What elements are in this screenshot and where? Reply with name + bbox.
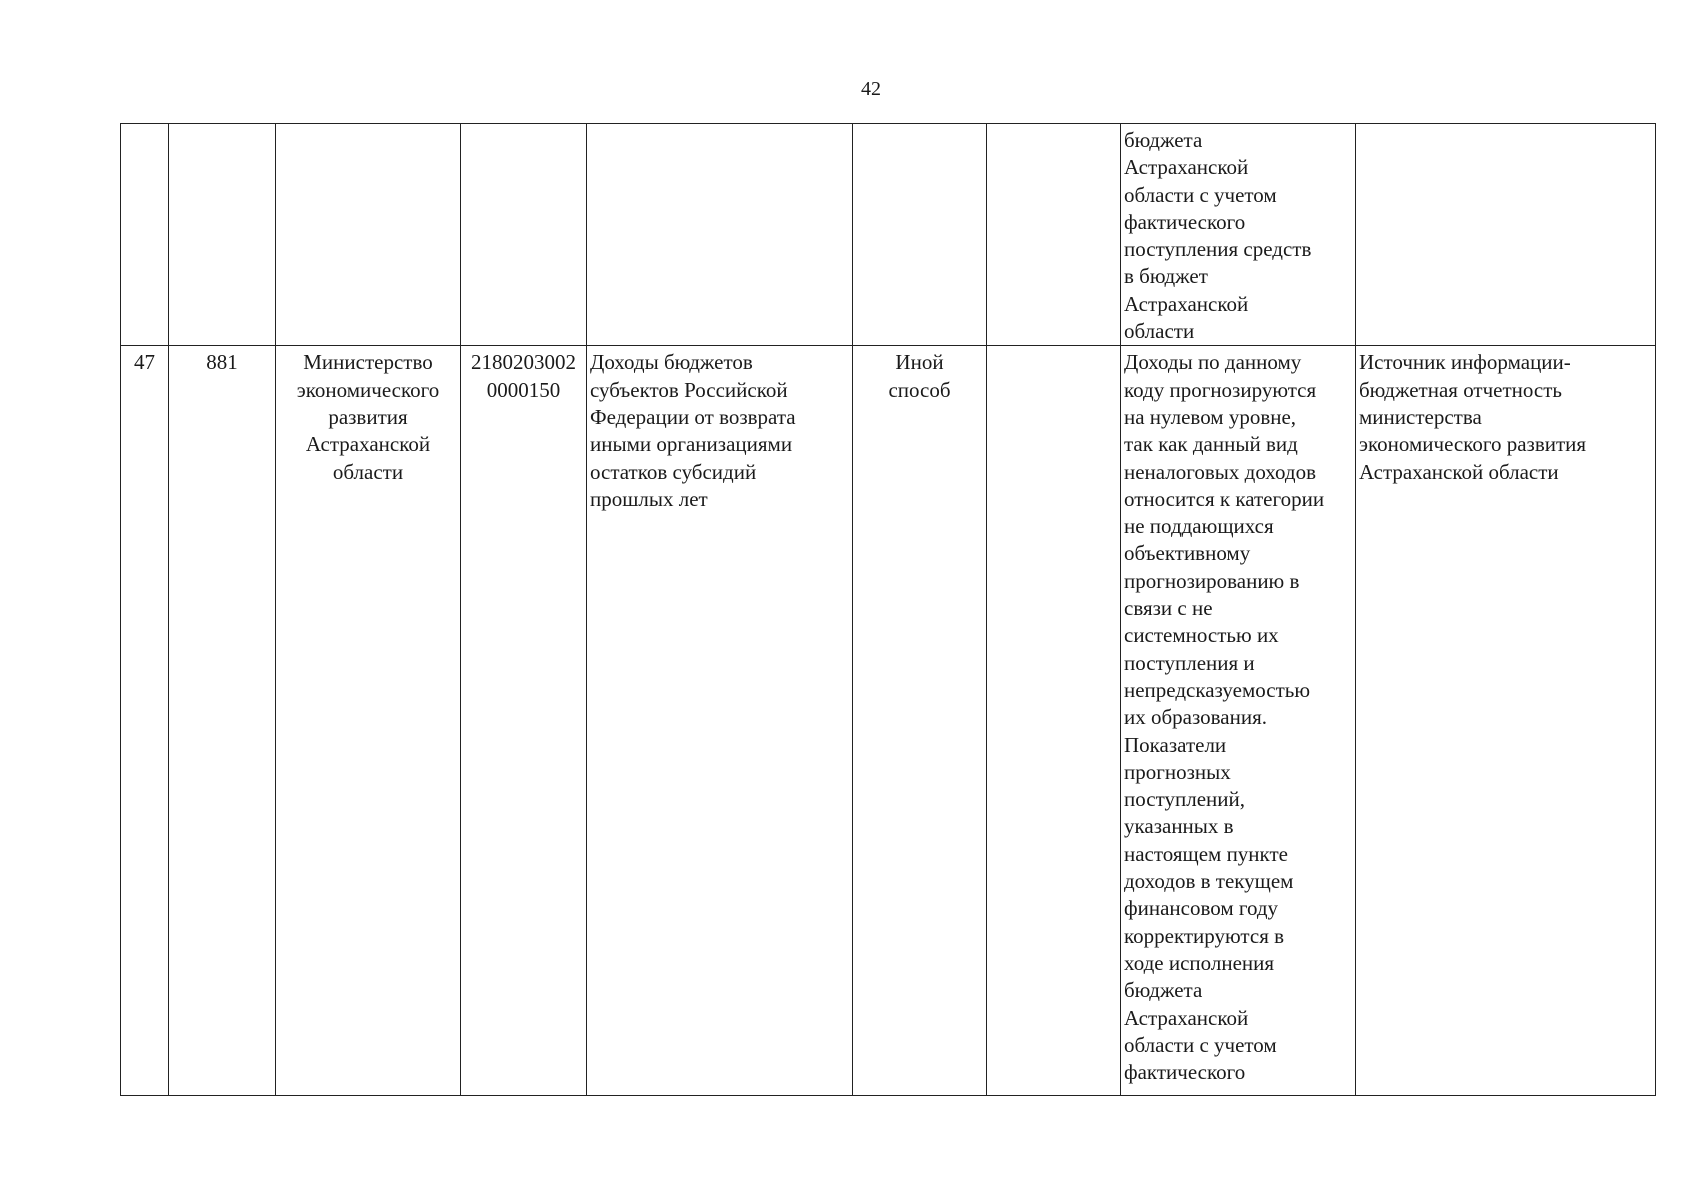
cell-text-line: области: [1124, 319, 1195, 344]
cell-text-line: финансовом году: [1124, 896, 1279, 921]
cell-text-line: Астраханской: [1124, 291, 1249, 316]
cell-text-line: корректируются в: [1124, 923, 1285, 948]
cell-text-line: Показатели: [1124, 732, 1227, 757]
cell-text-line: так как данный вид: [1124, 432, 1298, 457]
cell-text-line: прогнозированию в: [1124, 568, 1300, 593]
cell-text-line: неналоговых доходов: [1124, 459, 1317, 484]
cell-text-line: настоящем пункте: [1124, 841, 1288, 866]
cell-admin-code: [169, 346, 276, 1096]
cell-text-line: фактического: [1124, 209, 1246, 234]
cell-administrator: [276, 346, 461, 1096]
cell-text-line: 0000150: [486, 377, 561, 402]
cell-number: [121, 124, 169, 346]
cell-methodology: [1121, 124, 1356, 346]
cell-text-line: коду прогнозируются: [1124, 377, 1317, 402]
cell-text-line: на нулевом уровне,: [1124, 404, 1297, 429]
cell-empty: [987, 124, 1121, 346]
cell-text-line: Доходы по данному: [1124, 350, 1302, 375]
cell-text-line: области с учетом: [1124, 1032, 1277, 1057]
cell-text-line: экономического: [296, 377, 440, 402]
cell-method: [853, 124, 987, 346]
cell-text-line: относится к категории: [1124, 486, 1325, 511]
cell-admin-code: [169, 124, 276, 346]
cell-text-line: их образования.: [1124, 705, 1268, 730]
cell-text-line: доходов в текущем: [1124, 869, 1294, 894]
cell-text-line: Астраханской: [1124, 155, 1249, 180]
cell-text-line: Астраханской области: [1359, 459, 1559, 484]
cell-revenue-name: [587, 346, 853, 1096]
cell-text-line: поступления и: [1124, 650, 1255, 675]
cell-text-line: иными организациями: [590, 432, 793, 457]
cell-text-line: объективному: [1124, 541, 1251, 566]
cell-text-line: Астраханской: [1124, 1005, 1249, 1030]
revenue-forecast-table: [120, 123, 1656, 1096]
row-number: 47: [134, 350, 155, 375]
cell-text-line: связи с не: [1124, 596, 1213, 621]
cell-text-line: Министерство: [303, 350, 433, 375]
table-row: [121, 346, 1656, 1096]
page-number: 42: [861, 78, 881, 100]
cell-budget-code: [461, 124, 587, 346]
cell-text-line: непредсказуемостью: [1124, 677, 1311, 702]
cell-text-line: прогнозных: [1124, 759, 1231, 784]
cell-text-line: Источник информации-: [1359, 350, 1571, 375]
cell-administrator: [276, 124, 461, 346]
cell-text-line: не поддающихся: [1124, 514, 1274, 539]
cell-text-line: бюджета: [1124, 978, 1203, 1003]
table-row-continuation: [121, 124, 1656, 346]
cell-text-line: Иной: [895, 350, 944, 375]
cell-text-line: поступления средств: [1124, 237, 1312, 262]
cell-text-line: Астраханской: [305, 432, 431, 457]
cell-text-line: бюджета: [1124, 128, 1203, 152]
cell-budget-code: [461, 346, 587, 1096]
cell-text-line: указанных в: [1124, 814, 1234, 839]
cell-source: [1356, 346, 1656, 1096]
cell-text-line: субъектов Российской: [590, 377, 788, 402]
cell-text-line: Федерации от возврата: [590, 404, 796, 429]
cell-text-line: ходе исполнения: [1124, 950, 1275, 975]
cell-text-line: фактического: [1124, 1060, 1246, 1085]
cell-text-line: в бюджет: [1124, 264, 1208, 289]
cell-text-line: системностью их: [1124, 623, 1279, 648]
cell-source: [1356, 124, 1656, 346]
cell-text-line: прошлых лет: [590, 486, 708, 511]
admin-code: 881: [206, 350, 238, 375]
cell-text-line: экономического развития: [1359, 432, 1587, 457]
cell-revenue-name: [587, 124, 853, 346]
cell-text-line: бюджетная отчетность: [1359, 377, 1562, 402]
cell-text-line: Доходы бюджетов: [590, 350, 753, 375]
cell-number: [121, 346, 169, 1096]
cell-text-line: области: [332, 459, 404, 484]
cell-text-line: министерства: [1359, 404, 1482, 429]
cell-method: [853, 346, 987, 1096]
cell-empty: [987, 346, 1121, 1096]
cell-text-line: развития: [328, 404, 408, 429]
cell-text-line: остатков субсидий: [590, 459, 757, 484]
cell-text-line: области с учетом: [1124, 182, 1277, 207]
cell-text-line: 2180203002: [471, 350, 576, 375]
cell-methodology: [1121, 346, 1356, 1096]
cell-text-line: способ: [888, 377, 951, 402]
cell-text-line: поступлений,: [1124, 787, 1245, 812]
